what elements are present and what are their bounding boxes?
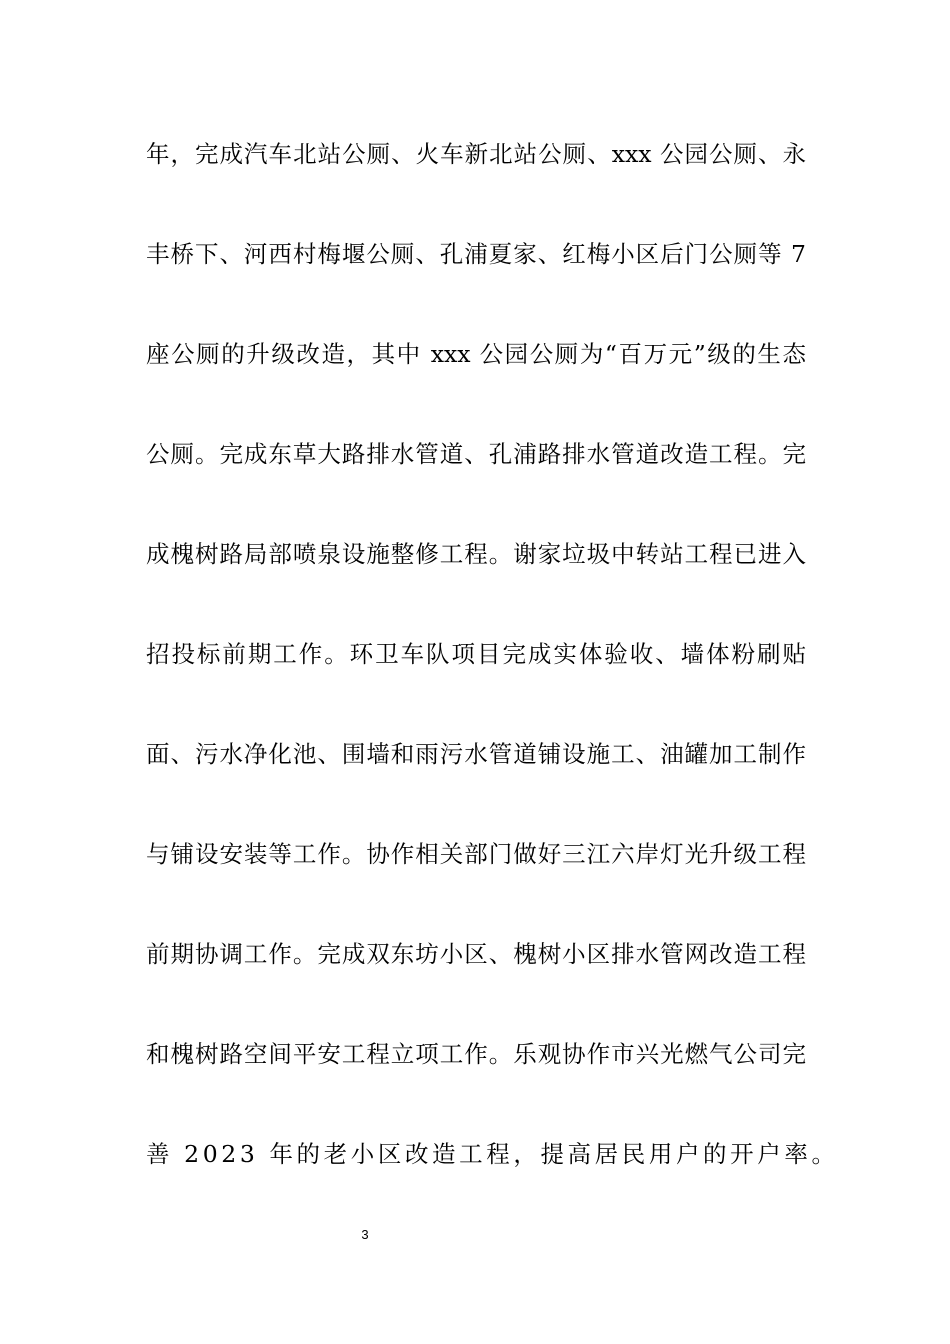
text-line-5: 成槐树路局部喷泉设施整修工程。谢家垃圾中转站工程已进入 bbox=[146, 540, 806, 568]
text-line-10: 和槐树路空间平安工程立项工作。乐观协作市兴光燃气公司完 bbox=[146, 1040, 806, 1068]
text-line-9: 前期协调工作。完成双东坊小区、槐树小区排水管网改造工程 bbox=[146, 940, 806, 968]
text-line-11: 善 2023 年的老小区改造工程，提高居民用户的开户率。 bbox=[146, 1140, 839, 1168]
page-number: 3 bbox=[361, 1227, 369, 1242]
text-line-6: 招投标前期工作。环卫车队项目完成实体验收、墙体粉刷贴 bbox=[146, 640, 806, 668]
text-line-2: 丰桥下、河西村梅堰公厕、孔浦夏家、红梅小区后门公厕等 7 bbox=[146, 240, 806, 268]
text-line-7: 面、污水净化池、围墙和雨污水管道铺设施工、油罐加工制作 bbox=[146, 740, 806, 768]
text-line-1: 年，完成汽车北站公厕、火车新北站公厕、xxx 公园公厕、永 bbox=[146, 140, 806, 168]
text-line-8: 与铺设安装等工作。协作相关部门做好三江六岸灯光升级工程 bbox=[146, 840, 806, 868]
text-line-4: 公厕。完成东草大路排水管道、孔浦路排水管道改造工程。完 bbox=[146, 440, 806, 468]
body-text bbox=[146, 127, 839, 1227]
text-line-3: 座公厕的升级改造，其中 xxx 公园公厕为“百万元”级的生态 bbox=[146, 340, 806, 368]
